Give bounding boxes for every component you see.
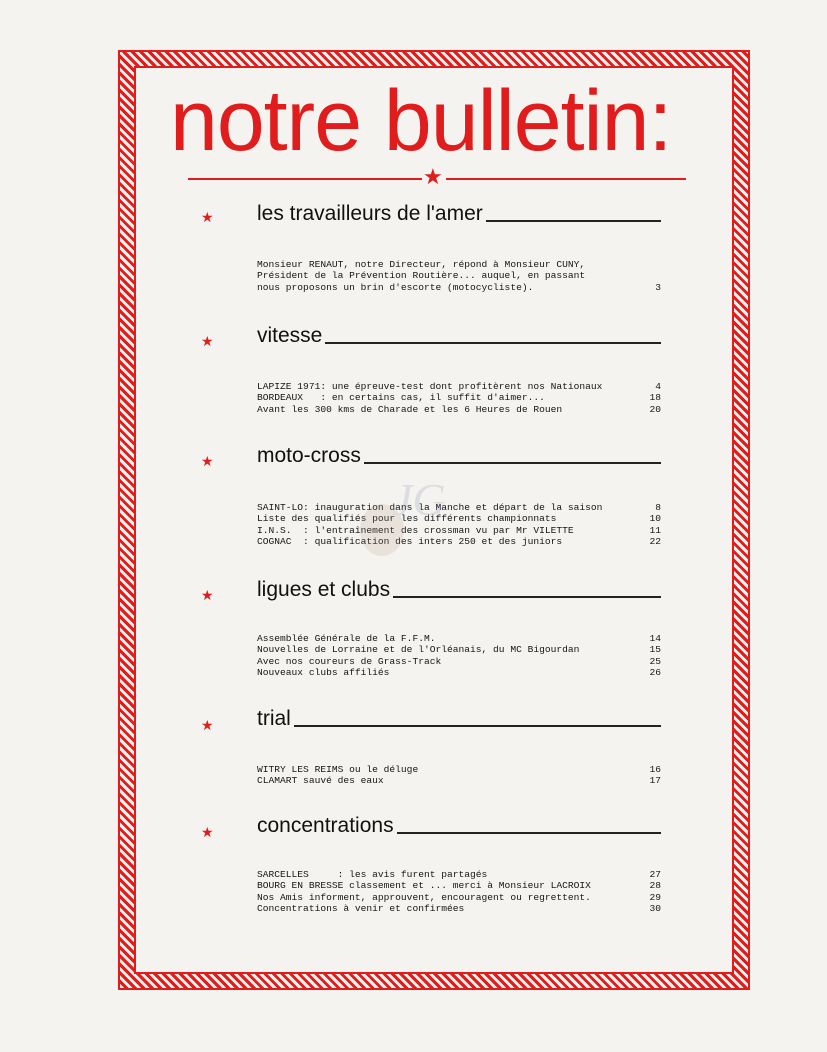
list-item bbox=[257, 404, 661, 415]
entry-text: Nouveaux clubs affiliés bbox=[257, 666, 390, 678]
watermark-logo bbox=[352, 470, 452, 570]
page-number: 17 bbox=[649, 775, 661, 787]
section-entries bbox=[257, 869, 661, 914]
list-item bbox=[257, 644, 661, 655]
page-title: notre bulletin: bbox=[170, 73, 672, 169]
entry-text: Nos Amis informent, approuvent, encouragent ou regrettent. bbox=[257, 891, 591, 903]
list-item bbox=[257, 536, 661, 547]
section-heading-rule bbox=[393, 596, 661, 598]
star-icon: ★ bbox=[201, 209, 214, 225]
section-entries bbox=[257, 381, 661, 415]
paragraph-line: Monsieur RENAUT, notre Directeur, répond à Monsieur CUNY, bbox=[257, 259, 586, 270]
page-number: 27 bbox=[649, 869, 661, 880]
watermark-text: JG bbox=[392, 474, 446, 525]
section-heading bbox=[257, 705, 661, 731]
page-number: 30 bbox=[649, 902, 661, 914]
section-heading-label: concentrations bbox=[257, 814, 394, 837]
section-heading-rule bbox=[364, 462, 661, 464]
section-heading bbox=[257, 442, 661, 468]
star-icon: ★ bbox=[201, 824, 214, 840]
section-heading bbox=[257, 322, 661, 348]
page-number: 26 bbox=[649, 666, 661, 678]
list-item bbox=[257, 764, 661, 775]
entry-text: Avant les 300 kms de Charade et les 6 Heures de Rouen bbox=[257, 403, 563, 415]
star-icon: ★ bbox=[201, 453, 214, 469]
entry-text: BORDEAUX : en certains cas, il suffit d'aimer... bbox=[257, 392, 545, 404]
entry-text: I.N.S. : l'entraînement des crossman vu par Mr VILETTE bbox=[257, 524, 574, 536]
section-heading-label: vitesse bbox=[257, 324, 323, 347]
list-item bbox=[257, 880, 661, 891]
entry-text: SARCELLES : les avis furent partagés bbox=[257, 869, 488, 880]
entry-text: Nouvelles de Lorraine et de l'Orléanais, du MC Bigourdan bbox=[257, 644, 580, 656]
list-item bbox=[257, 381, 661, 392]
star-icon: ★ bbox=[423, 164, 443, 189]
list-item bbox=[257, 525, 661, 536]
entry-text: WITRY LES REIMS ou le déluge bbox=[257, 764, 419, 775]
list-item bbox=[257, 892, 661, 903]
list-item bbox=[257, 392, 661, 403]
star-icon: ★ bbox=[201, 333, 214, 349]
section-heading-label: les travailleurs de l'amer bbox=[257, 202, 483, 225]
section-entries bbox=[257, 502, 661, 547]
section-entries bbox=[257, 259, 661, 293]
page-number: 14 bbox=[649, 633, 661, 644]
entry-text: Assemblée Générale de la F.F.M. bbox=[257, 633, 436, 644]
section-heading-rule bbox=[325, 342, 661, 344]
section-heading-label: ligues et clubs bbox=[257, 578, 391, 601]
paragraph-line: nous proposons un brin d'escorte (motocycliste). bbox=[257, 281, 534, 293]
list-item bbox=[257, 656, 661, 667]
page-number: 3 bbox=[655, 281, 661, 293]
list-item bbox=[257, 513, 661, 524]
section-heading-label: trial bbox=[257, 707, 291, 730]
title-divider-right bbox=[446, 178, 686, 180]
page-number: 28 bbox=[649, 880, 661, 892]
page-number: 25 bbox=[649, 655, 661, 667]
section-heading bbox=[257, 812, 661, 838]
page-number: 22 bbox=[649, 535, 661, 547]
page-number: 16 bbox=[649, 764, 661, 775]
star-icon: ★ bbox=[201, 587, 214, 603]
section-heading bbox=[257, 576, 661, 602]
list-item bbox=[257, 667, 661, 678]
entry-text: Avec nos coureurs de Grass-Track bbox=[257, 655, 442, 667]
page-number: 8 bbox=[655, 502, 661, 513]
entry-text: Liste des qualifiés pour les différents championnats bbox=[257, 513, 557, 525]
title-divider-left bbox=[188, 178, 422, 180]
section-heading-rule bbox=[294, 725, 661, 727]
page-number: 18 bbox=[649, 392, 661, 404]
list-item bbox=[257, 903, 661, 914]
list-item bbox=[257, 869, 661, 880]
entry-text: BOURG EN BRESSE classement et ... merci à Monsieur LACROIX bbox=[257, 880, 591, 892]
list-item bbox=[257, 282, 661, 293]
page-number: 29 bbox=[649, 891, 661, 903]
entry-text: SAINT-LO: inauguration dans la Manche et départ de la saison bbox=[257, 502, 603, 513]
list-item bbox=[257, 775, 661, 786]
entry-text: COGNAC : qualification des inters 250 et des juniors bbox=[257, 535, 563, 547]
page-number: 15 bbox=[649, 644, 661, 656]
entry-text: LAPIZE 1971: une épreuve-test dont profitèrent nos Nationaux bbox=[257, 381, 603, 392]
section-heading-label: moto-cross bbox=[257, 444, 361, 467]
page-number: 20 bbox=[649, 403, 661, 415]
section-entries bbox=[257, 633, 661, 678]
section-heading-rule bbox=[397, 832, 661, 834]
section-heading-rule bbox=[486, 220, 661, 222]
list-item bbox=[257, 502, 661, 513]
entry-text: CLAMART sauvé des eaux bbox=[257, 775, 384, 787]
star-icon: ★ bbox=[201, 717, 214, 733]
entry-text: Concentrations à venir et confirmées bbox=[257, 902, 465, 914]
list-item bbox=[257, 633, 661, 644]
section-entries bbox=[257, 764, 661, 787]
section-heading bbox=[257, 200, 661, 226]
paragraph-line: Président de la Prévention Routière... auquel, en passant bbox=[257, 270, 586, 282]
page-number: 10 bbox=[649, 513, 661, 525]
page-number: 11 bbox=[649, 524, 661, 536]
page-number: 4 bbox=[655, 381, 661, 392]
